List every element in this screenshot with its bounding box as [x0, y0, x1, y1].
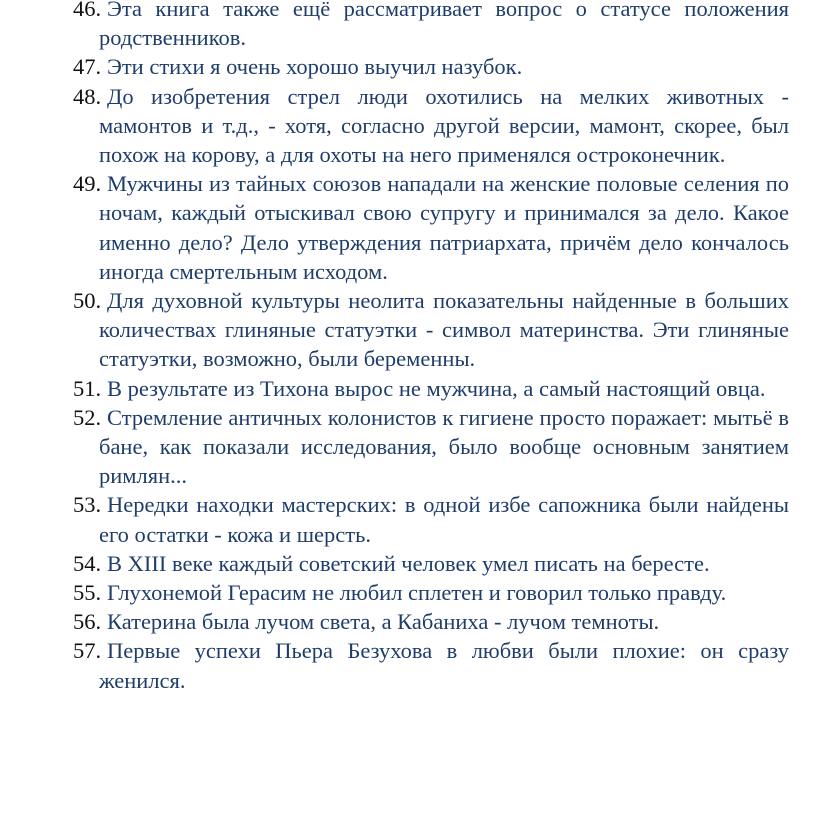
item-text: Для духовной культуры неолита показательны найденные в больших количествах глиняные статуэтки - символ материнства. Эти глиняные статуэтки, возможно, были беременны. — [99, 288, 789, 372]
list-item-46 — [0, 0, 828, 52]
item-number: 49. — [73, 171, 102, 197]
item-number: 53. — [73, 492, 102, 518]
item-text: Глухонемой Герасим не любил сплетен и говорил только правду. — [107, 580, 727, 606]
list-item-57 — [0, 636, 828, 694]
list-item-53 — [0, 490, 828, 548]
item-number: 47. — [73, 54, 102, 80]
item-text: В результате из Тихона вырос не мужчина, а самый настоящий овца. — [107, 375, 766, 401]
list-item-55 — [0, 578, 828, 607]
list-item-51 — [0, 374, 828, 403]
list-item-48 — [0, 82, 828, 170]
list-item-47 — [0, 52, 828, 81]
list-item-50 — [0, 286, 828, 374]
item-text: Первые успехи Пьера Безухова в любви были плохие: он сразу женился. — [99, 638, 789, 693]
item-number: 56. — [73, 609, 102, 635]
item-text: Стремление античных колонистов к гигиене просто поражает: мытьё в бане, как показали исследования, было вообще основным занятием римлян... — [99, 404, 789, 489]
list-item-54 — [0, 549, 828, 578]
list-item-56 — [0, 607, 828, 636]
item-text: Мужчины из тайных союзов нападали на женские половые селения по ночам, каждый отыскивал свою супругу и принимался за дело. Какое именно дело? Дело утверждения патриархата, причём дело кончалось иногда смертельным исходом. — [99, 171, 789, 284]
item-text: Катерина была лучом света, а Кабаниха - лучом темноты. — [107, 609, 660, 635]
item-number: 52. — [73, 404, 102, 430]
item-number: 46. — [73, 0, 102, 21]
item-number: 50. — [73, 288, 102, 314]
item-text: Эта книга также ещё рассматривает вопрос о статусе положения родственников. — [99, 0, 789, 51]
item-text: До изобретения стрел люди охотились на мелких животных - мамонтов и т.д., - хотя, согласно другой версии, мамонт, скорее, был похож на корову, а для охоты на него применялся остроконечник. — [99, 83, 789, 168]
item-text: Эти стихи я очень хорошо выучил назубок. — [107, 54, 523, 80]
list-item-52 — [0, 403, 828, 491]
list-item-49 — [0, 169, 828, 286]
item-number: 48. — [73, 83, 102, 109]
item-text: В XIII веке каждый советский человек умел писать на бересте. — [107, 550, 710, 576]
item-number: 54. — [73, 550, 102, 576]
item-number: 57. — [73, 638, 102, 664]
item-text: Нередки находки мастерских: в одной избе сапожника были найдены его остатки - кожа и шерсть. — [99, 492, 789, 547]
item-number: 51. — [73, 375, 102, 401]
item-number: 55. — [73, 580, 102, 606]
